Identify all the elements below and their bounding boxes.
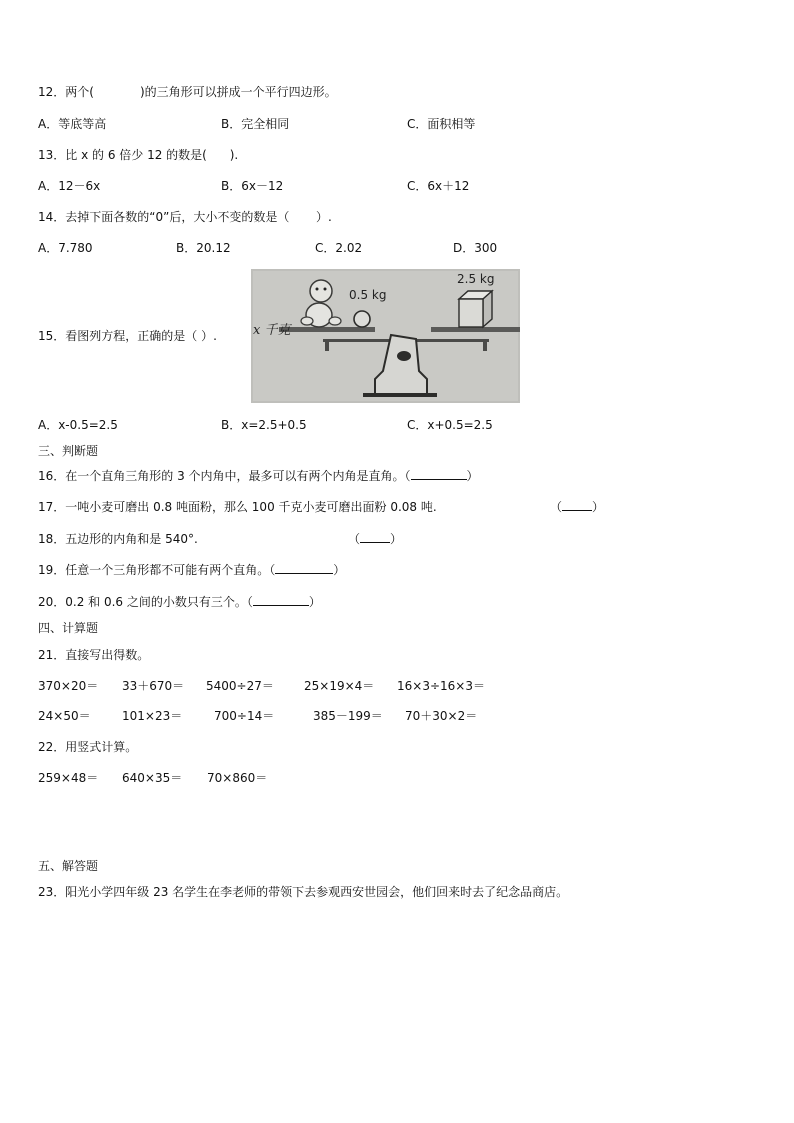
- q12-suffix: )的三角形可以拼成一个平行四边形。: [139, 85, 337, 99]
- q21-item: 25×19×4＝: [304, 679, 375, 693]
- q12-option-b: B．完全相同: [221, 117, 290, 131]
- question-14: 14．去掉下面各数的“0”后，大小不变的数是（ ）.: [38, 210, 332, 224]
- left-pan: [279, 327, 375, 332]
- question-20: [38, 594, 321, 610]
- q14-option-c: C．2.02: [315, 241, 363, 255]
- scale-eye: [397, 351, 411, 361]
- q22-item: 259×48＝: [38, 771, 99, 785]
- question-18: 18．五边形的内角和是 540°.: [38, 532, 198, 546]
- q15-option-a: A．x-0.5=2.5: [38, 418, 118, 432]
- q17-open: （: [550, 500, 563, 514]
- q17-answer-blank[interactable]: [562, 499, 592, 511]
- q15-option-b: B．x=2.5+0.5: [221, 418, 307, 432]
- q16-close: ）: [466, 469, 479, 483]
- q21-item: 70＋30×2＝: [405, 709, 478, 723]
- cube: [459, 291, 492, 327]
- x-kg-label: x 千克: [253, 323, 291, 338]
- box-weight-label: 2.5 kg: [457, 272, 495, 286]
- balance-scale-photo: [251, 269, 520, 403]
- q12-option-c: C．面积相等: [407, 117, 476, 131]
- q22-item: 70×860＝: [207, 771, 268, 785]
- ball: [354, 311, 370, 327]
- q19-answer-blank[interactable]: [275, 562, 333, 574]
- q18-answer: [348, 531, 402, 547]
- q18-answer-blank[interactable]: [360, 531, 390, 543]
- question-23: 23．阳光小学四年级 23 名学生在李老师的带领下去参观西安世园会，他们回来时去了纪念品商店。: [38, 885, 569, 899]
- q22-item: 640×35＝: [122, 771, 183, 785]
- q12-prefix: 12．两个(: [38, 85, 94, 99]
- q13-option-b: B．6x－12: [221, 179, 284, 193]
- question-21-title: 21．直接写出得数。: [38, 648, 150, 662]
- q18-close: ）: [390, 532, 403, 546]
- q21-item: 370×20＝: [38, 679, 99, 693]
- q21-item: 16×3÷16×3＝: [397, 679, 485, 693]
- q19-text: 19．任意一个三角形都不可能有两个直角。（: [38, 563, 276, 577]
- q13-option-c: C．6x＋12: [407, 179, 470, 193]
- q19-close: ）: [333, 563, 346, 577]
- q20-close: ）: [308, 595, 321, 609]
- q21-item: 24×50＝: [38, 709, 91, 723]
- q17-answer: [550, 499, 604, 515]
- q21-item: 101×23＝: [122, 709, 183, 723]
- q21-item: 700÷14＝: [214, 709, 275, 723]
- q14-option-b: B．20.12: [176, 241, 231, 255]
- q14-option-a: A．7.780: [38, 241, 93, 255]
- q16-text: 16．在一个直角三角形的 3 个内角中，最多可以有两个内角是直角。（: [38, 469, 411, 483]
- q21-item: 33＋670＝: [122, 679, 185, 693]
- section-heading-word-problems: 五、解答题: [38, 859, 99, 873]
- q18-open: （: [348, 532, 361, 546]
- q12-option-a: A．等底等高: [38, 117, 107, 131]
- q20-answer-blank[interactable]: [253, 594, 309, 606]
- question-15: 15．看图列方程，正确的是（ ）.: [38, 329, 217, 343]
- q16-answer-blank[interactable]: [411, 468, 467, 480]
- right-pan: [431, 327, 520, 332]
- question-17: 17．一吨小麦可磨出 0.8 吨面粉，那么 100 千克小麦可磨出面粉 0.08 吨.: [38, 500, 437, 514]
- question-16: [38, 468, 479, 484]
- ball-weight-label: 0.5 kg: [349, 288, 387, 302]
- q21-item: 5400÷27＝: [206, 679, 274, 693]
- question-19: [38, 562, 345, 578]
- question-22-title: 22．用竖式计算。: [38, 740, 138, 754]
- q13-option-a: A．12－6x: [38, 179, 101, 193]
- q20-text: 20．0.2 和 0.6 之间的小数只有三个。（: [38, 595, 253, 609]
- q21-item: 385－199＝: [313, 709, 383, 723]
- section-heading-judgement: 三、判断题: [38, 444, 99, 458]
- q15-option-c: C．x+0.5=2.5: [407, 418, 493, 432]
- q17-close: ）: [592, 500, 605, 514]
- section-heading-calculation: 四、计算题: [38, 621, 99, 635]
- question-13: 13．比 x 的 6 倍少 12 的数是( ).: [38, 148, 239, 162]
- q14-option-d: D．300: [453, 241, 498, 255]
- question-12: [38, 84, 337, 100]
